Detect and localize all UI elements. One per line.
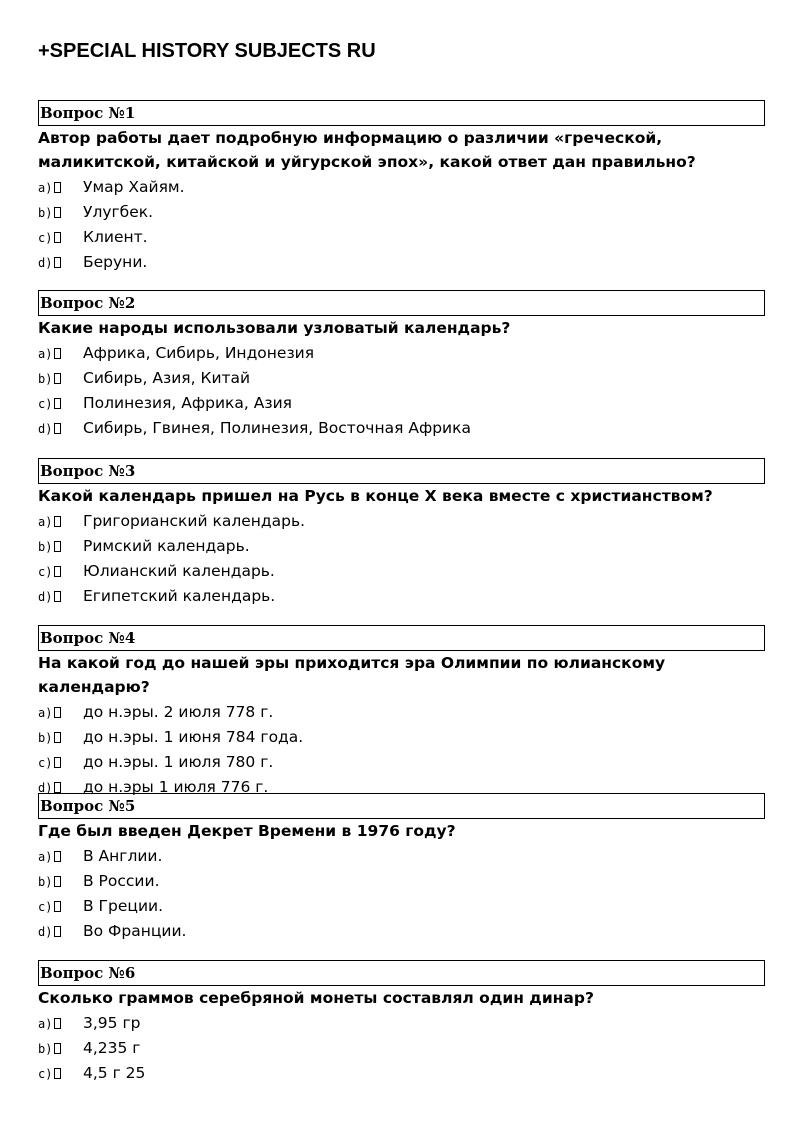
checkbox-icon[interactable]	[54, 1043, 61, 1054]
checkbox-icon[interactable]	[54, 732, 61, 743]
question-block-6	[38, 960, 765, 1086]
option-text: 4,5 г 25	[83, 1064, 146, 1082]
question-header: Вопрос №3	[38, 458, 765, 484]
option-marker: c)	[38, 1062, 83, 1087]
question-block-4	[38, 625, 765, 800]
option-marker: d)	[38, 251, 83, 276]
answer-option[interactable]	[38, 200, 765, 225]
checkbox-icon[interactable]	[54, 926, 61, 937]
option-text: 3,95 гр	[83, 1014, 141, 1032]
question-text: На какой год до нашей эры приходится эра Олимпии по юлианскому календарю?	[38, 654, 666, 696]
option-marker: b)	[38, 726, 83, 751]
option-marker: c)	[38, 392, 83, 417]
option-text: Африка, Сибирь, Индонезия	[83, 344, 315, 362]
option-text: до н.эры 1 июля 776 г.	[83, 778, 269, 796]
option-marker: c)	[38, 226, 83, 251]
checkbox-icon[interactable]	[54, 182, 61, 193]
question-header: Вопрос №6	[38, 960, 765, 986]
answer-option[interactable]	[38, 559, 765, 584]
answer-option[interactable]	[38, 366, 765, 391]
option-text: Полинезия, Африка, Азия	[83, 394, 293, 412]
checkbox-icon[interactable]	[54, 232, 61, 243]
checkbox-icon[interactable]	[54, 591, 61, 602]
answer-option[interactable]	[38, 750, 765, 775]
answer-option[interactable]	[38, 509, 765, 534]
answer-options	[38, 1011, 765, 1086]
answer-option[interactable]	[38, 584, 765, 609]
option-marker: d)	[38, 585, 83, 610]
question-text: Сколько граммов серебряной монеты составлял один динар?	[38, 989, 594, 1007]
option-marker: a)	[38, 1012, 83, 1037]
option-text: 4,235 г	[83, 1039, 141, 1057]
document-title: +SPECIAL HISTORY SUBJECTS RU	[38, 40, 376, 62]
option-marker: c)	[38, 751, 83, 776]
answer-option[interactable]	[38, 416, 765, 441]
option-text: В России.	[83, 872, 160, 890]
question-header: Вопрос №5	[38, 793, 765, 819]
option-text: Сибирь, Гвинея, Полинезия, Восточная Африка	[83, 419, 471, 437]
option-text: Во Франции.	[83, 922, 187, 940]
answer-options	[38, 700, 765, 800]
option-text: Египетский календарь.	[83, 587, 276, 605]
checkbox-icon[interactable]	[54, 707, 61, 718]
option-marker: a)	[38, 176, 83, 201]
answer-option[interactable]	[38, 700, 765, 725]
option-marker: a)	[38, 701, 83, 726]
question-text: Автор работы дает подробную информацию о различии «греческой, маликитской, китайской и уйгурской эпох», какой ответ дан правильно?	[38, 129, 696, 171]
checkbox-icon[interactable]	[54, 876, 61, 887]
answer-option[interactable]	[38, 391, 765, 416]
answer-option[interactable]	[38, 1011, 765, 1036]
answer-option[interactable]	[38, 341, 765, 366]
answer-option[interactable]	[38, 725, 765, 750]
option-marker: a)	[38, 342, 83, 367]
question-block-1	[38, 100, 765, 275]
checkbox-icon[interactable]	[54, 398, 61, 409]
question-header: Вопрос №4	[38, 625, 765, 651]
option-text: до н.эры. 2 июля 778 г.	[83, 703, 274, 721]
checkbox-icon[interactable]	[54, 1018, 61, 1029]
option-marker: b)	[38, 201, 83, 226]
option-marker: d)	[38, 776, 83, 801]
question-text: Какой календарь пришел на Русь в конце X века вместе с христианством?	[38, 487, 713, 505]
answer-option[interactable]	[38, 869, 765, 894]
answer-option[interactable]	[38, 175, 765, 200]
question-text: Где был введен Декрет Времени в 1976 году?	[38, 822, 456, 840]
checkbox-icon[interactable]	[54, 566, 61, 577]
answer-options	[38, 341, 765, 441]
option-marker: b)	[38, 1037, 83, 1062]
question-block-3	[38, 458, 765, 609]
option-text: Улугбек.	[83, 203, 154, 221]
option-text: В Греции.	[83, 897, 164, 915]
answer-option[interactable]	[38, 844, 765, 869]
option-text: В Англии.	[83, 847, 163, 865]
answer-options	[38, 175, 765, 275]
option-marker: a)	[38, 845, 83, 870]
option-marker: c)	[38, 560, 83, 585]
checkbox-icon[interactable]	[54, 541, 61, 552]
checkbox-icon[interactable]	[54, 423, 61, 434]
option-marker: b)	[38, 870, 83, 895]
question-text: Какие народы использовали узловатый календарь?	[38, 319, 511, 337]
checkbox-icon[interactable]	[54, 257, 61, 268]
option-marker: c)	[38, 895, 83, 920]
question-header: Вопрос №2	[38, 290, 765, 316]
checkbox-icon[interactable]	[54, 1068, 61, 1079]
checkbox-icon[interactable]	[54, 901, 61, 912]
option-marker: b)	[38, 535, 83, 560]
option-text: Умар Хайям.	[83, 178, 185, 196]
question-block-2	[38, 290, 765, 441]
option-marker: b)	[38, 367, 83, 392]
option-text: Сибирь, Азия, Китай	[83, 369, 251, 387]
option-text: Клиент.	[83, 228, 148, 246]
checkbox-icon[interactable]	[54, 782, 61, 793]
option-text: Беруни.	[83, 253, 148, 271]
option-text: Юлианский календарь.	[83, 562, 275, 580]
answer-option[interactable]	[38, 1036, 765, 1061]
answer-option[interactable]	[38, 919, 765, 944]
option-marker: a)	[38, 510, 83, 535]
question-header: Вопрос №1	[38, 100, 765, 126]
checkbox-icon[interactable]	[54, 348, 61, 359]
option-text: до н.эры. 1 июня 784 года.	[83, 728, 304, 746]
option-text: Римский календарь.	[83, 537, 250, 555]
checkbox-icon[interactable]	[54, 851, 61, 862]
option-text: Григорианский календарь.	[83, 512, 306, 530]
question-block-5	[38, 793, 765, 944]
answer-options	[38, 509, 765, 609]
option-marker: d)	[38, 920, 83, 945]
answer-options	[38, 844, 765, 944]
checkbox-icon[interactable]	[54, 516, 61, 527]
answer-option[interactable]	[38, 534, 765, 559]
checkbox-icon[interactable]	[54, 373, 61, 384]
answer-option[interactable]	[38, 1061, 765, 1086]
option-marker: d)	[38, 417, 83, 442]
answer-option[interactable]	[38, 225, 765, 250]
checkbox-icon[interactable]	[54, 207, 61, 218]
option-text: до н.эры. 1 июля 780 г.	[83, 753, 274, 771]
answer-option[interactable]	[38, 250, 765, 275]
checkbox-icon[interactable]	[54, 757, 61, 768]
answer-option[interactable]	[38, 894, 765, 919]
